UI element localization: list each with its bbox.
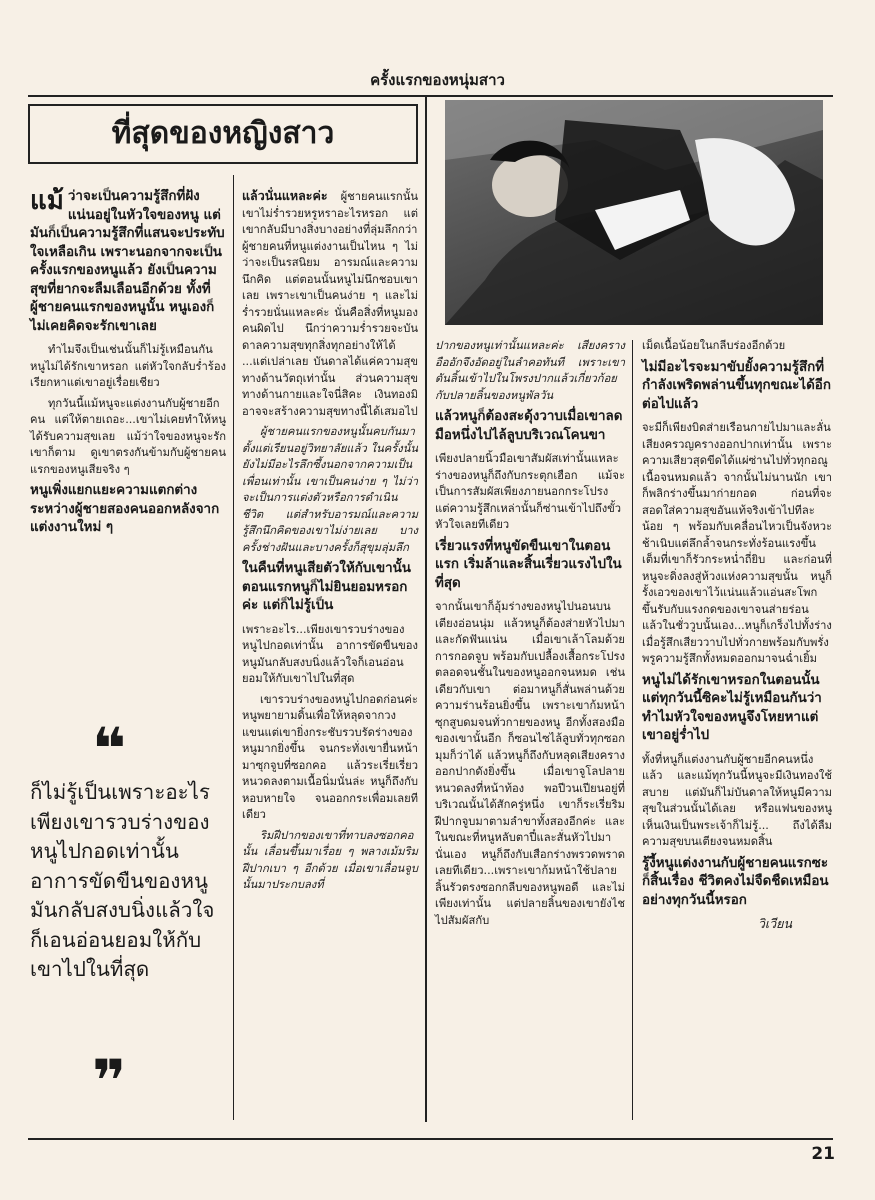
subheading: ไม่มีอะไรจะมาขับยั้งความรู้สึกที่กำลังเพริดพล่านขึ้นทุกขณะได้อีกต่อไปแล้ว <box>642 359 831 412</box>
page-number: 21 <box>811 1144 835 1164</box>
article-photo <box>445 100 823 325</box>
paragraph <box>242 188 418 420</box>
photo-illustration <box>445 100 823 325</box>
subheading: ในคืนที่หนูเสียตัวให้กับเขานั้น ตอนแรกหนูก็ไม่ยินยอมหรอกค่ะ แต่ก็ไม่รู้เป็น <box>242 561 411 613</box>
paragraph: เพียงปลายนิ้วมือเขาสัมผัสเท่านั้นแหละ ร่างของหนูก็ถึงกับกระตุกเฮือก แม้จะเป็นการสัมผัสเพียงภายนอกกระโปรง แต่ความรู้สึกเหล่านั้นก็ซ่านเข้าไปถึงขั้วหัวใจเลยทีเดียว <box>435 452 625 531</box>
column-2 <box>242 188 418 898</box>
column-4 <box>642 338 832 937</box>
subheading: แล้วหนูก็ต้องสะดุ้งวาบเมื่อเขาลดมือหนึ่งไปไล้ลูบบริเวณโคนขา <box>435 409 623 443</box>
column-rule <box>632 340 633 1120</box>
paragraph: เขารวบร่างของหนูไปกอดก่อนค่ะ หนูพยายามดิ้นเพื่อให้หลุดจากวงแขนแต่เขายิ่งกระชับรวบรัดร่างของหนูมากยิ่งขึ้น จนกระทั่งเขายื่นหน้ามาซุกจูบที่ซอกคอ แล้วระเรี่ยเรี่ยวหนวดลงตามเนื้อนิ่มนั่นล่ะ หนูก็ถึงกับหอบหายใจ จนออกกระเพื่อมเลยทีเดียว <box>242 692 418 821</box>
paragraph: ปากของหนูเท่านั้นแหละค่ะ เสียงครางอืออักจึงอัดอยู่ในลำคอทันที เพราะเขาดันลิ้นเข้าไปในโพรงปากแล้วเกี่ยวก้อยกับปลายลิ้นของหนูพัลวัน <box>435 339 625 402</box>
bold-lead: แล้วนั่นแหละค่ะ <box>242 188 328 203</box>
lead-text: ว่าจะเป็นความรู้สึกที่ฝังแน่นอยู่ในหัวใจของหนู แต่มันก็เป็นความรู้สึกที่แสนจะประทับใจเหลือเกิน เพราะนอกจากจะเป็นครั้งแรกของหนูแล้ว ยังเป็นความสุขที่ยากจะลืมเลือนอีกด้วย ทั้งที่ผู้ชายคนแรกของหนูนั้น หนูเองก็ไม่เคยคิดจะรักเขาเลย <box>30 189 225 334</box>
paragraph: ทำไมจึงเป็นเช่นนั้นก็ไม่รู้เหมือนกัน หนูไม่ได้รักเขาหรอก แต่หัวใจกลับร่ำร้องเรียกหาแต่เขาอยู่เรื่อยเชียว <box>30 343 226 389</box>
running-header: ครั้งแรกของหนุ่มสาว <box>370 71 505 89</box>
paragraph-text: ผู้ชายคนแรกนั้นเขาไม่ร่ำรวยหรูหราอะไรหรอก แต่เขากลับมีบางสิ่งบางอย่างที่ลุ่มลึกกว่าผู้ชายคนที่หนูแต่งงานเป็นไหน ๆ ไม่ว่าจะเป็นรสนิยม อารมณ์และความนึกคิด แต่ตอนนั้นหนูไม่นึกชอบเขาเลย เพราะเขาเป็นคนง่าย ๆ และไม่ร่ำรวยนั่นแหละค่ะ นั่นคือสิ่งที่หนูมองคนผิดไป นึกว่าความร่ำรวยจะบันดาลความสุขทุกสิ่งทุกอย่างให้ได้ ...แต่เปล่าเลย บันดาลได้แค่ความสุขทางด้านวัตถุเท่านั้น ส่วนความสุขทางด้านกายและใจนี่สิคะ เงินทองมิอาจจะสร้างความสุขทางนี้ได้เสมอไป <box>242 190 418 418</box>
pull-quote <box>30 715 226 1120</box>
paragraph: จะมีก็เพียงบิดส่ายเรือนกายไปมาและลั่นเสียงครวญครางออกปากเท่านั้น เพราะความเสียวสุดขีดได้แผ่ซ่านไปทั่วทุกอณูเนื้อจนหมดแล้ว จากนั้นไม่นานนัก เขาก็พลิกร่างขึ้นมาก่ายกอด ก่อนที่จะสอดใส่ความสุขอันแท้จริงเข้าไปทีละน้อย ๆ พร้อมกับเคลื่อนไหวเป็นจังหวะช้าเนิบแต่ลึกล้ำจนกระทั่งร้อนแรงขึ้นเต็มที่เขาก็รัวกระหน่ำถี่ยิบ และก่อนที่หนูจะดิ่งลงสู่ห้วงแห่งความสุขนั้น หนูก็รั้งเอวของเขาไว้แน่นแล้วแอ่นสะโพกขึ้นรับกับแรงกดของเขาจนส่ายร่อน แล้วในชั่ววูบนั้นเอง...หนูก็เกร็งไปทั้งร่าง เมื่อรู้สึกเสียววาบไปทั่วกายพร้อมกับพรั่งพรูความรู้สึกทั้งหมดออกมาจนฉ่ำเยิ้ม <box>642 421 832 665</box>
quote-text: ก็ไม่รู้เป็นเพราะอะไร เพียงเขารวบร่างของหนูไปกอดเท่านั้น อาการขัดขืนของหนูมันกลับสงบนิ่งแล้วใจก็เอนอ่อนยอมให้กับเขาไปในที่สุด <box>30 780 215 981</box>
article-title-box <box>28 104 418 164</box>
column-rule <box>233 175 234 1120</box>
column-3 <box>435 338 625 933</box>
subheading: รู้งี้หนูแต่งงานกับผู้ชายคนแรกซะก็สิ้นเรื่อง ชีวิตคงไม่จืดชืดเหมือนอย่างทุกวันนี้หรอก <box>642 855 829 908</box>
article-title: ที่สุดของหญิงสาว <box>111 116 335 151</box>
paragraph: จากนั้นเขาก็อุ้มร่างของหนูไปนอนบนเตียงอ่อนนุ่ม แล้วหนูก็ต้องส่ายหัวไปมาและกัดฟันแน่น เมื่อเขาเล้าโลมด้วยการกอดจูบ พร้อมกับเปลื้องเสื้อกระโปรงตลอดจนชั้นในของหนูออกจนหมด เช่นเดียวกับเขา ต่อมาหนูก็สั่นพล่านด้วยความร่านร้อนยิ่งขึ้น เพราะเขาก้มหน้าซุกสูบดมจนทั่วกายของหนู อีกทั้งสองมือของเขานั้นอีก ก็ซอนไซไล้ลูบทั่วทุกซอกมุมก็ว่าได้ แล้วหนูก็ถึงกับหลุดเสียงครางออกปากดังยิ่งขึ้น เมื่อเขาจูโลปลายหนวดลงที่หน้าท้อง พอปีวนเปียนอยู่ที่บริเวณนั้นได้สักครู่หนึ่ง เขาก็ระเรี่ยริมฝีปากจูบมาตามลำขาทั้งสองอีกค่ะ และในขณะที่หนูหลับตาปี๋และสั่นหัวไปมานั่นเอง หนูก็ถึงกับเสือกร่างพรวดพราดเลยทีเดียว...เพราะเขาก้มหน้าใช้ปลายลิ้นรัวตรงซอกกลีบของหนูพอดี และไม่เพียงเท่านั้น แต่ปลายลิ้นของเขายังไชไปสัมผัสกับ <box>435 600 625 927</box>
paragraph: เม็ดเนื้อน้อยในกลีบร่องอีกด้วย <box>642 339 786 352</box>
column-rule <box>425 97 427 1122</box>
header-rule <box>28 95 833 97</box>
subheading: เรี่ยวแรงที่หนูขัดขืนเขาในตอนแรก เริ่มล้าและสิ้นเรี่ยวแรงไปในที่สุด <box>435 538 622 591</box>
paragraph: ทุกวันนี้แม้หนูจะแต่งงานกับผู้ชายอีกคน แต่ให้ตายเถอะ...เขาไม่เคยทำให้หนูได้รับความสุขเลย แม้ว่าใจของหนูจะรักเขาก็ตาม ดูเขาตรงกันข้ามกับผู้ชายคนแรกของหนูเสียจริง ๆ <box>30 396 226 476</box>
column-1 <box>30 188 226 544</box>
paragraph: เพราะอะไร...เพียงเขารวบร่างของหนูไปกอดเท่านั้น อาการขัดขืนของหนูมันกลับสงบนิ่งแล้วใจก็เอนอ่อนยอมให้กับเขาไปในที่สุด <box>242 622 418 685</box>
subheading: หนูเพิ่งแยกแยะความแตกต่างระหว่างผู้ชายสองคนออกหลังจากแต่งงานใหม่ ๆ <box>30 483 220 535</box>
lead-paragraph <box>30 188 226 336</box>
paragraph: ทั้งที่หนูก็แต่งงานกับผู้ชายอีกคนหนึ่งแล้ว และแม้ทุกวันนี้หนูจะมีเงินทองใช้สบาย แต่มันก็ไม่บันดาลให้หนูมีความสุขในส่วนนั้นได้เลย หรือแฟนของหนูเห็นเงินเป็นพระเจ้าก็ไม่รู้... ถึงได้ลืมความสุขบนเตียงจนหมดสิ้น <box>642 752 832 848</box>
signature: วิเวียน <box>757 916 792 931</box>
subheading: หนูไม่ได้รักเขาหรอกในตอนนั้น แต่ทุกวันนี้ซิคะไม่รู้เหมือนกันว่าทำไมหัวใจของหนูจึงโหยหาแต่เขาอยู่ร่ำไป <box>642 672 822 743</box>
paragraph: ผู้ชายคนแรกของหนูนั้นคบกันมาตั้งแต่เรียนอยู่วิทยาลัยแล้ว ในครั้งนั้นยังไม่มีอะไรลึกซึ้งนอกจากความเป็นเพื่อนเท่านั้น เขาเป็นคนง่าย ๆ ไม่ว่าจะเป็นการแต่งตัวหรือการดำเนินชีวิต แต่สำหรับอารมณ์และความรู้สึกนึกคิดของเขาไม่ง่ายเลย บางครั้งช่างฝันและบางครั้งก็สุขุมลุ่มลึก <box>242 425 418 554</box>
quote-open-icon: ❝ <box>92 715 127 783</box>
drop-cap: แม้ <box>30 186 64 216</box>
footer-rule <box>28 1138 833 1140</box>
paragraph: ริมฝีปากของเขาที่ทาบลงซอกคอนั้น เลื่อนขึ้นมาเรื่อย ๆ พลางเม้มริมฝีปากเบา ๆ อีกด้วย เมื่อเขาเลื่อนจูบนั้นมาประกบลงที่ <box>242 828 418 891</box>
quote-close-icon: ❞ <box>92 1047 127 1115</box>
